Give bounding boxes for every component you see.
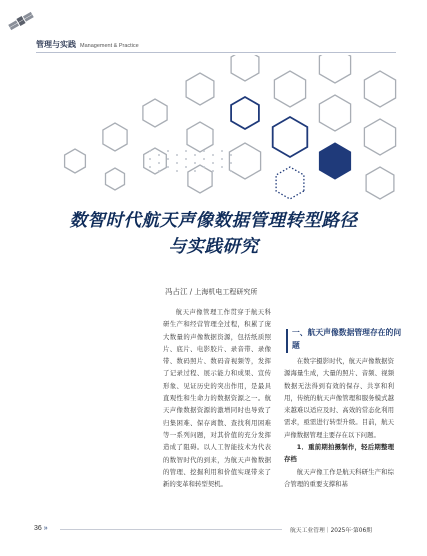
byline [165,286,257,297]
left-column [163,306,271,490]
hexagon-shape [273,117,308,157]
lattice-dot [203,158,205,160]
lattice-dot [203,166,205,168]
chevron-right-icon: » [43,525,48,532]
lattice-dot [149,158,151,160]
hexagon-shape [366,167,394,199]
body-paragraph: 航天声像管理工作贯穿于航天科研生产和经营管理全过程，积累了庞大数量的声像数据资源，包括纸质照片、底片、电影胶片、录音带、录像带、数码照片、数码音视频等，发挥了记录过程、展示能力和成果、宣传形象、见证历史的突出作用，是最具直观性和生命力的数据资源之一。航天声像数据资源的激增同时也导致了归集困难、保存离散、查找利用困难等一系列问题，对其价值的充分发挥造成了阻碍。以人工智能技术为代表的数智时代的到来，为航天声像数据的管理、挖掘利用和价值实现带来了新的变革和转型契机。 [163,308,271,489]
lattice-dot [212,170,214,172]
lattice-dot [194,170,196,172]
hexagon-shape [276,167,304,199]
article-title-line1: 数智时代航天声像数据管理转型路径 [69,211,358,231]
lattice-dot [167,166,169,168]
lattice-dot [185,150,187,152]
lattice-dot [149,150,151,152]
lattice-dot [221,166,223,168]
hexagon-shape [106,168,125,190]
lattice-dot [176,154,178,156]
lattice-dot [158,162,160,164]
lattice-dot [212,162,214,164]
lattice-dot [167,158,169,160]
lattice-dot [158,170,160,172]
right-column [284,355,394,490]
hexagon-shape [229,143,260,179]
body-paragraph: 在数字摄影时代，航天声像数据资源海量生成，大量的照片、音频、视频数据无法得到有效的保存、共享和利用，传统的航天声像管理和服务模式越来越难以适应及时、高效的常态化利用需求，亟需进行转型升级。目前，航天声像数据管理主要存在以下问题。 [284,357,394,439]
section-marker [286,329,288,353]
lattice-dot [158,154,160,156]
lattice-dot [221,158,223,160]
lattice-dot [176,162,178,164]
author-affiliation: / 上海机电工程研究所 [189,288,258,296]
lattice-dot [194,154,196,156]
author-name: 冯占江 [165,287,188,296]
hexagon-shape [187,122,213,152]
hexagon-shape [231,97,259,129]
lattice-dot [176,170,178,172]
hexagon-group [65,55,396,199]
hexagon-shape [364,119,395,155]
subheading: 1．重前期拍摄制作，轻后期整理存档 [284,443,394,464]
lattice-dot [167,150,169,152]
hexagon-shape [144,148,167,174]
journal-issue: 航天工业管理｜2025年·第06期 [290,528,372,534]
hexagon-shape [319,143,350,179]
section-heading: 一、航天声像数据管理存在的问题 [292,328,402,350]
hexagon-shape [274,71,305,107]
hexagon-network-art [0,55,427,205]
lattice-dot [212,154,214,156]
body-paragraph-continued: 航天声像工作是航天科研生产和综合管理的重要支撑和基 [284,467,394,488]
lattice-dot [230,170,232,172]
section-name-en: Management & Practice [80,43,139,49]
section-name-cn: 管理与实践 [36,40,76,49]
lattice-dot [149,166,151,168]
lattice-dot [185,158,187,160]
page-number: 36 » [34,525,48,532]
hexagon-shape [143,99,167,127]
hexagon-shape [231,55,259,81]
lattice-dot [221,150,223,152]
hexagon-shape [186,73,214,105]
satellite-icon [6,8,36,34]
lattice-dot [230,162,232,164]
footer-divider [60,529,282,530]
hexagon-shape [364,71,395,107]
lattice-dot [230,154,232,156]
article-title-line2: 与实践研究 [168,237,259,257]
header-divider [36,52,396,53]
lattice-dot [203,150,205,152]
hexagon-shape [319,55,350,83]
hexagon-shape [103,123,127,151]
hexagon-shape [319,95,350,131]
section-header [36,39,139,50]
hexagon-shape [65,149,86,173]
lattice-dot [194,162,196,164]
hexagon-shape [188,165,212,193]
lattice-dot [185,166,187,168]
